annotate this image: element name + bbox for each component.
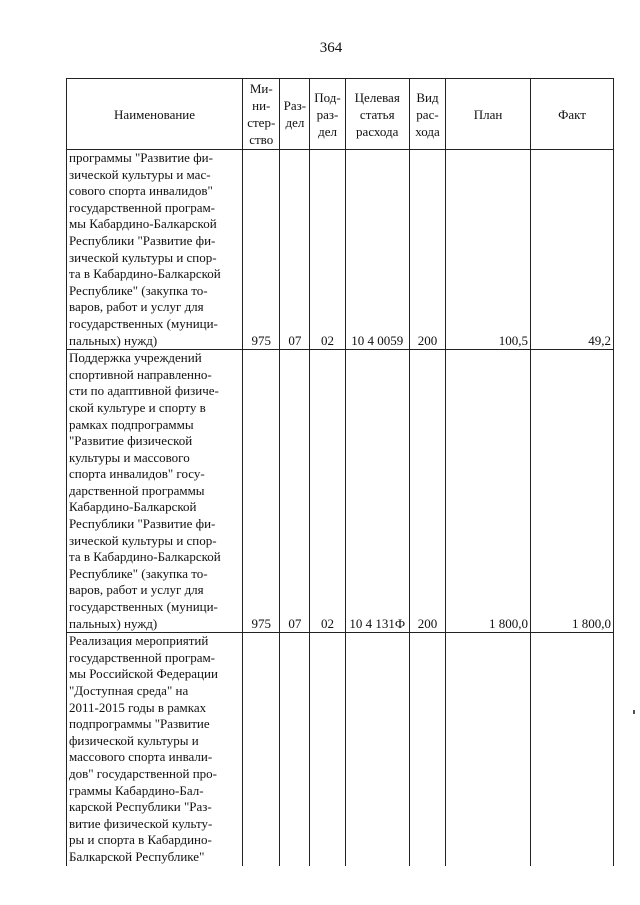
row-name-cell: Поддержка учреждений спортивной направленно- сти по адаптивной физиче- ской культуре и спорту в рамках подпрограммы "Развитие физической культуры и массового спорта инвалидов" госу- дарственной программы Кабардино-Балкарской Республики "Развитие фи- зической культуры и спор- та в Кабардино-Балкарской Республике" (закупка то- варов, работ и услуг для государственных (муници- пальных) нужд) <box>67 350 243 633</box>
header-section: Раз- дел <box>280 79 310 150</box>
page-number: 364 <box>319 40 343 56</box>
plan-cell <box>446 633 531 866</box>
subsection-cell: 02 <box>310 350 345 633</box>
table-row <box>67 633 614 866</box>
header-plan: План <box>446 79 531 150</box>
expense-type-cell: 200 <box>409 350 445 633</box>
row-name-cell: программы "Развитие фи- зической культуры и мас- сового спорта инвалидов" государственной програм- мы Кабардино-Балкарской Республики "Развитие фи- зической культуры и спор- та в Кабардино-Балкарской Республике" (закупка то- варов, работ и услуг для государственных (муници- пальных) нужд) <box>67 150 243 350</box>
header-target-item: Целевая статья расхода <box>345 79 409 150</box>
fact-cell <box>531 633 614 866</box>
ministry-cell: 975 <box>243 150 280 350</box>
expense-type-cell: 200 <box>409 150 445 350</box>
ministry-cell: 975 <box>243 350 280 633</box>
target-item-cell: 10 4 131Ф <box>345 350 409 633</box>
header-expense-type: Вид рас- хода <box>409 79 445 150</box>
target-item-cell: 10 4 0059 <box>345 150 409 350</box>
plan-cell: 1 800,0 <box>446 350 531 633</box>
table-row <box>67 150 614 350</box>
plan-cell: 100,5 <box>446 150 531 350</box>
header-subsection: Под- раз- дел <box>310 79 345 150</box>
subsection-cell: 02 <box>310 150 345 350</box>
header-name: Наименование <box>67 79 243 150</box>
section-cell <box>280 633 310 866</box>
target-item-cell <box>345 633 409 866</box>
budget-table <box>66 78 614 866</box>
row-name-cell: Реализация мероприятий государственной програм- мы Российской Федерации "Доступная среда" на 2011-2015 годы в рамках подпрограммы "Развитие физической культуры и массового спорта инвали- дов" государственной про- граммы Кабардино-Бал- карской Республики "Раз- витие физической культу- ры и спорта в Кабардино- Балкарской Республике" <box>67 633 243 866</box>
scan-speck <box>633 710 635 714</box>
fact-cell: 49,2 <box>531 150 614 350</box>
ministry-cell <box>243 633 280 866</box>
subsection-cell <box>310 633 345 866</box>
table-header-row <box>67 79 614 150</box>
section-cell: 07 <box>280 350 310 633</box>
section-cell: 07 <box>280 150 310 350</box>
expense-type-cell <box>409 633 445 866</box>
fact-cell: 1 800,0 <box>531 350 614 633</box>
table-row <box>67 350 614 633</box>
header-fact: Факт <box>531 79 614 150</box>
header-ministry: Ми- ни- стер- ство <box>243 79 280 150</box>
